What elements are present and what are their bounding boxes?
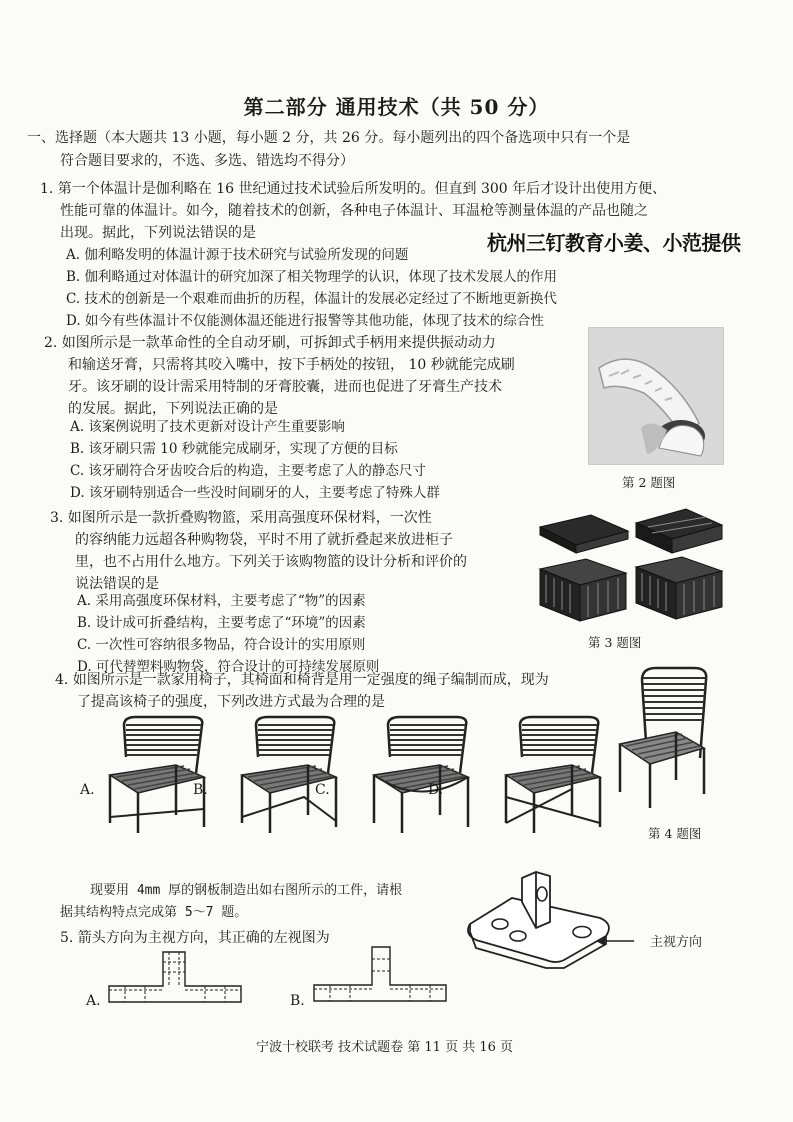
q5-workpiece-figure	[460, 872, 620, 967]
q2-toothbrush-photo	[588, 327, 724, 465]
q1-stem-line3: 出现。据此，下列说法错误的是	[60, 225, 256, 241]
page-title: 第二部分 通用技术（共 50 分）	[243, 95, 550, 119]
q2-option-b: B. 该牙刷只需 10 秒就能完成刷牙，实现了方便的目标	[70, 441, 398, 457]
q2-stem-line1: 2. 如图所示是一款革命性的全自动牙刷，可拆卸式手柄用来提供振动动力	[44, 335, 496, 351]
q5-arrow-label: 主视方向	[650, 935, 703, 950]
q5-intro-line2: 据其结构特点完成第 5～7 题。	[60, 905, 248, 920]
q5-option-b-drawing	[310, 945, 450, 1005]
q5-view-arrow	[596, 932, 636, 944]
q1-stem-line2: 性能可靠的体温计。如今，随着技术的创新，各种电子体温计、耳温枪等测量体温的产品也随之	[60, 203, 648, 219]
q5-label-b: B.	[290, 993, 305, 1009]
section-header-line2: 符合题目要求的，不选、多选、错选均不得分）	[60, 153, 354, 169]
q5-option-a-drawing	[105, 950, 245, 1005]
section-header-line1: 一、选择题（本大题共 13 小题，每小题 2 分，共 26 分。每小题列出的四个备选项中只有一个是	[27, 130, 631, 146]
q3-option-b: B. 设计成可折叠结构，主要考虑了“环境”的因素	[77, 615, 366, 631]
q4-stem-line2: 了提高该椅子的强度，下列改进方式最为合理的是	[77, 694, 385, 710]
q1-option-a: A. 伽利略发明的体温计源于技术研究与试验所发现的问题	[66, 247, 409, 263]
q4-label-a: A.	[80, 782, 95, 798]
q1-stem-line1: 1. 第一个体温计是伽利略在 16 世纪通过技术试验后所发明的。但直到 300 年后才设计出使用方便、	[40, 181, 667, 197]
q2-option-c: C. 该牙刷符合牙齿咬合后的构造，主要考虑了人的静态尺寸	[70, 463, 426, 479]
q3-option-c: C. 一次性可容纳很多物品，符合设计的实用原则	[77, 637, 366, 653]
q3-option-a: A. 采用高强度环保材料，主要考虑了“物”的因素	[77, 593, 366, 609]
q3-stem-line3: 里，也不占用什么地方。下列关于该购物篮的设计分析和评价的	[75, 554, 467, 570]
q1-option-c: C. 技术的创新是一个艰难而曲折的历程，体温计的发展必定经过了不断地更新换代	[66, 291, 557, 307]
q2-option-d: D. 该牙刷特别适合一些没时间刷牙的人，主要考虑了特殊人群	[70, 485, 440, 501]
q2-stem-line4: 的发展。据此，下列说法正确的是	[68, 401, 278, 417]
page-footer: 宁波十校联考 技术试题卷 第 11 页 共 16 页	[256, 1040, 514, 1055]
q3-figure-caption: 第 3 题图	[588, 635, 642, 650]
q1-option-b: B. 伽利略通过对体温计的研究加深了相关物理学的认识，体现了技术发展人的作用	[66, 269, 558, 285]
q4-stem-line1: 4. 如图所示是一款家用椅子，其椅面和椅背是用一定强度的绳子编制而成，现为	[55, 672, 549, 688]
provider-stamp: 杭州三钉教育小姜、小范提供	[487, 231, 741, 255]
q2-stem-line2: 和输送牙膏，只需将其咬入嘴中，按下手柄处的按钮， 10 秒就能完成刷	[68, 357, 515, 373]
q4-label-b: B.	[193, 782, 208, 798]
q3-stem-line2: 的容纳能力远超各种购物袋，平时不用了就折叠起来放进柜子	[75, 532, 453, 548]
q3-stem-line1: 3. 如图所示是一款折叠购物篮，采用高强度环保材料，一次性	[50, 510, 432, 526]
q3-option-d: D. 可代替塑料购物袋，符合设计的可持续发展原则	[77, 659, 380, 675]
q4-label-c: C.	[315, 782, 330, 798]
q2-option-a: A. 该案例说明了技术更新对设计产生重要影响	[70, 419, 345, 435]
q4-options-figure	[80, 717, 620, 835]
q3-stem-line4: 说法错误的是	[75, 576, 159, 592]
q5-intro-line1: 现要用 4mm 厚的钢板制造出如右图所示的工件，请根	[90, 883, 403, 898]
q3-basket-figure	[536, 497, 726, 627]
q4-reference-chair	[612, 662, 712, 812]
q5-label-a: A.	[86, 993, 101, 1009]
q2-figure-caption: 第 2 题图	[622, 475, 676, 490]
q1-option-d: D. 如今有些体温计不仅能测体温还能进行报警等其他功能，体现了技术的综合性	[66, 313, 544, 329]
q4-figure-caption: 第 4 题图	[648, 826, 702, 841]
q5-stem: 5. 箭头方向为主视方向，其正确的左视图为	[60, 930, 330, 946]
q2-stem-line3: 牙。该牙刷的设计需采用特制的牙膏胶囊，进而也促进了牙膏生产技术	[68, 379, 502, 395]
q4-label-d: D.	[428, 782, 444, 798]
